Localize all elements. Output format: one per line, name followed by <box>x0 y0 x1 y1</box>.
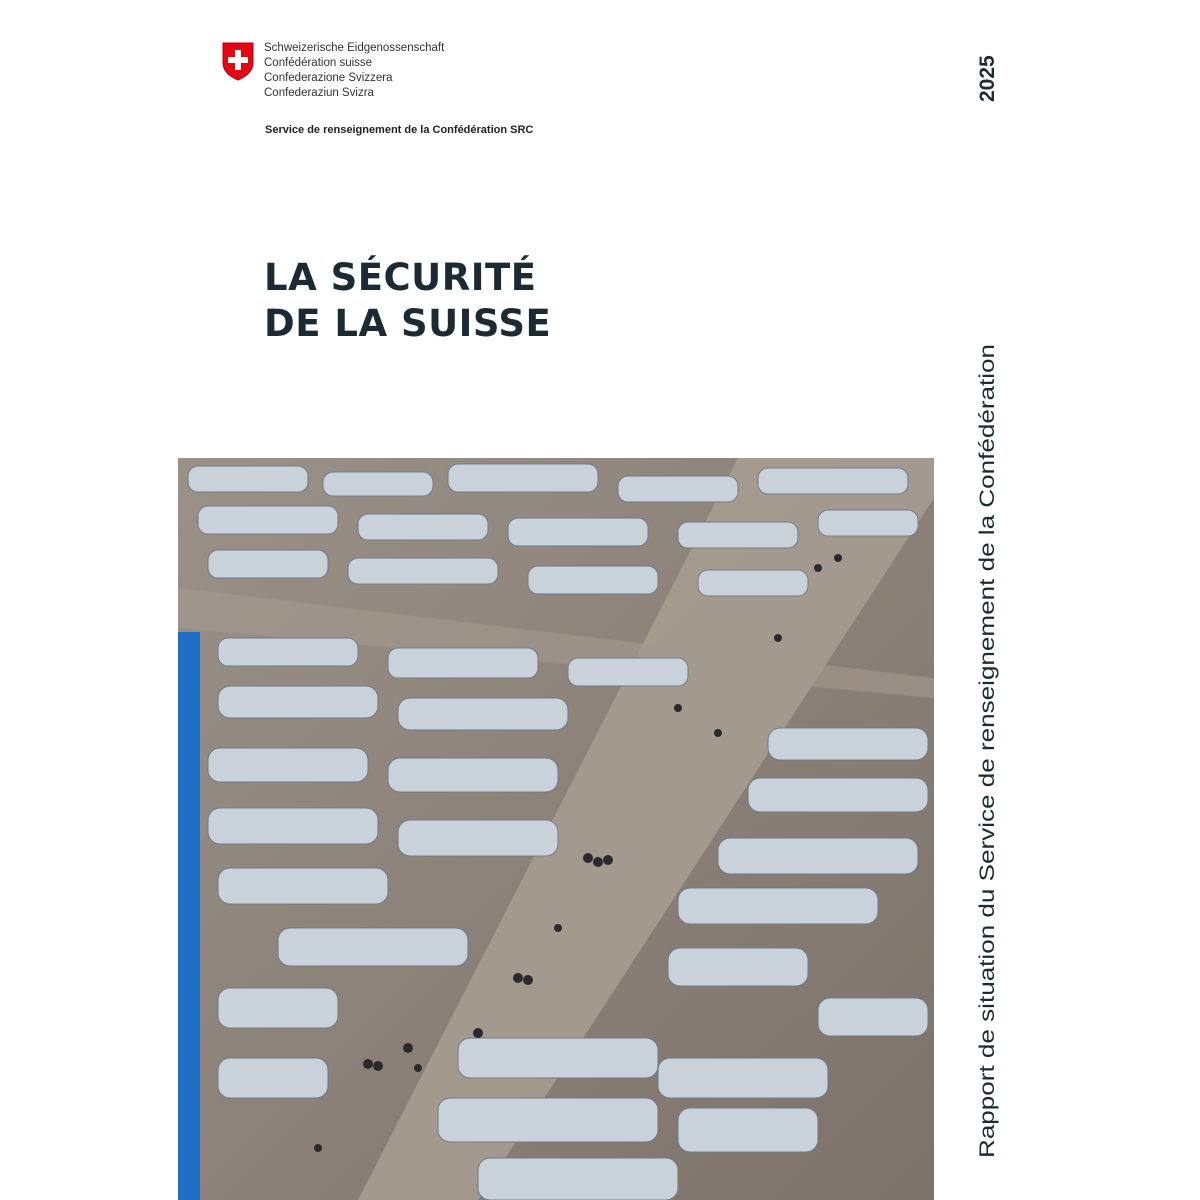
year-label <box>966 44 1006 104</box>
service-name: Service de renseignement de la Confédération SRC <box>265 124 534 136</box>
confederation-names <box>264 41 444 101</box>
vertical-subtitle <box>964 340 1008 1160</box>
confederation-logo <box>221 41 444 101</box>
lang-line-fr: Confédération suisse <box>264 57 373 69</box>
cover-photo <box>178 458 934 1200</box>
swiss-cross-shield-icon <box>221 41 255 81</box>
title-line-2: DE LA SUISSE <box>264 302 552 345</box>
refugee-camp-aerial-image <box>178 458 934 1200</box>
lang-line-de: Schweizerische Eidgenossenschaft <box>264 42 445 54</box>
page-title <box>264 255 551 347</box>
title-line-1: LA SÉCURITÉ <box>264 256 537 299</box>
accent-bar <box>178 632 200 1200</box>
year-text: 2025 <box>976 55 999 102</box>
lang-line-rm: Confederaziun Svizra <box>264 87 374 99</box>
vertical-subtitle-text: Rapport de situation du Service de renseignement de la Confédération <box>976 501 999 1158</box>
lang-line-it: Confederazione Svizzera <box>264 72 393 84</box>
